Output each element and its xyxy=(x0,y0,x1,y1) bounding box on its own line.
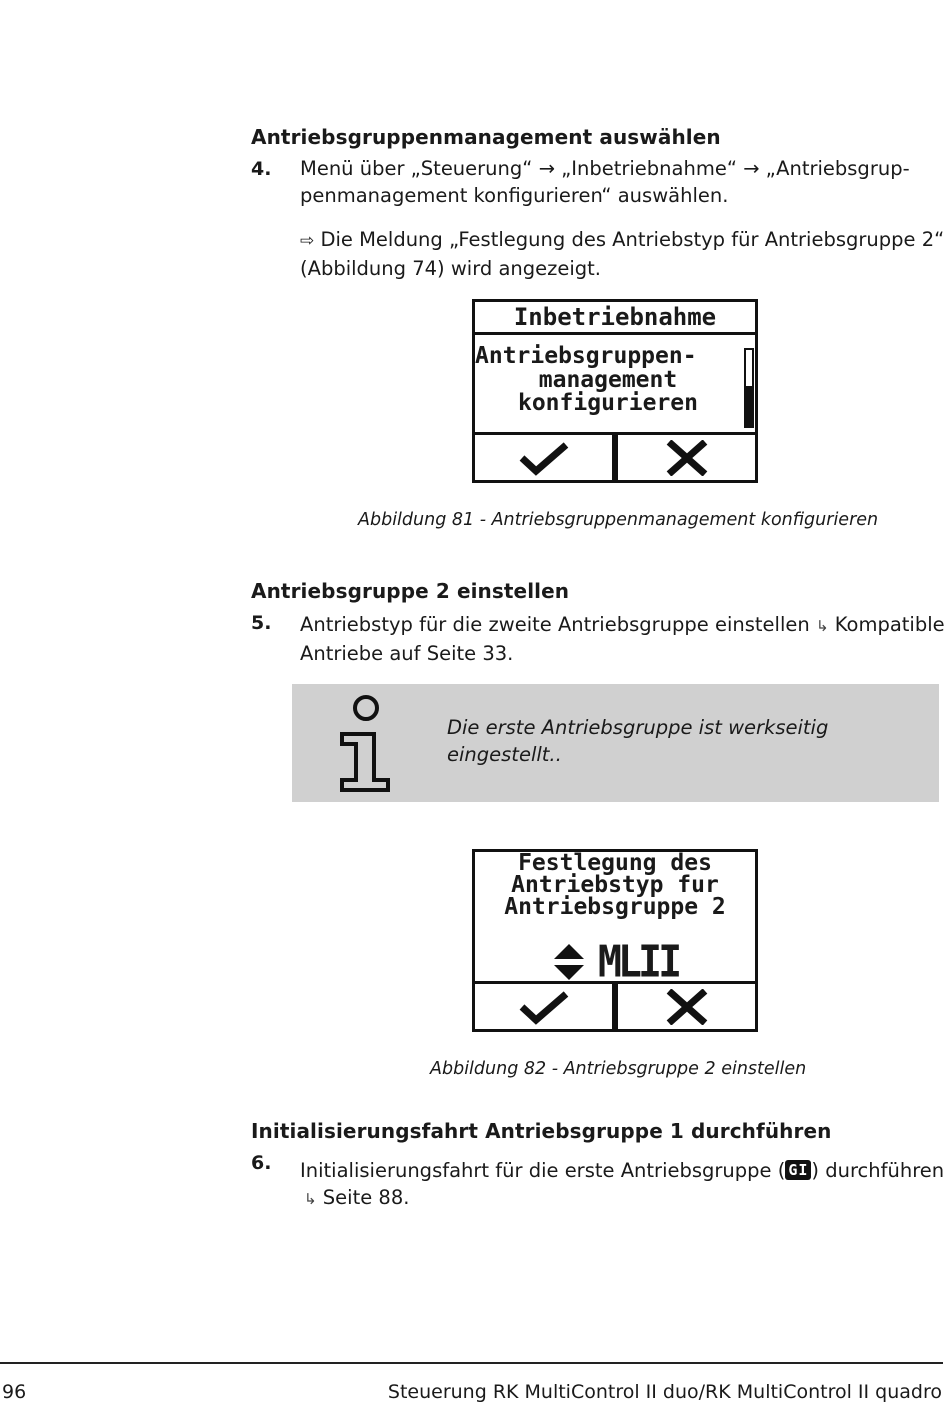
lcd-line-3: Antriebsgruppe 2 xyxy=(504,894,726,920)
section-heading-initialisierung: Initialisierungsfahrt Antriebsgruppe 1 durchführen xyxy=(251,1119,832,1143)
info-text xyxy=(447,714,828,768)
step-number-5: 5. xyxy=(251,612,272,634)
info-box xyxy=(292,684,939,802)
step-5-text xyxy=(300,611,945,667)
lcd-line-1: Festlegung des xyxy=(518,850,712,876)
info-line-1: Die erste Antriebsgruppe ist werkseitig xyxy=(447,716,829,739)
step-5-line-2[interactable]: Antriebe auf Seite 33. xyxy=(300,642,514,665)
lcd-line-3: konfigurieren xyxy=(517,390,698,416)
step-6-text-post: ) durchführen xyxy=(811,1159,945,1182)
lcd-button-bar xyxy=(475,432,755,480)
link-arrow-icon: ↳ xyxy=(815,617,829,635)
footer-title: Steuerung RK MultiControl II duo/RK MultiControl II quadro xyxy=(387,1381,942,1403)
footer-rule xyxy=(0,1362,943,1364)
step-6-line-1 xyxy=(300,1157,945,1184)
info-icon xyxy=(336,692,396,794)
step-4-result-line-1 xyxy=(300,226,945,255)
page-number: 96 xyxy=(2,1381,27,1403)
step-6-text xyxy=(300,1157,945,1213)
up-down-arrows-icon[interactable] xyxy=(552,942,586,982)
step-4-result xyxy=(300,226,945,282)
lcd-scrollbar-thumb xyxy=(746,386,752,426)
x-icon xyxy=(665,989,709,1025)
step-number-4: 4. xyxy=(251,158,272,180)
lcd-title-rule xyxy=(475,332,755,335)
section-heading-management: Antriebsgruppenmanagement auswählen xyxy=(251,125,721,149)
lcd-scrollbar[interactable] xyxy=(744,348,754,428)
lcd-line-2: Antriebstyp fur xyxy=(511,872,719,898)
check-icon xyxy=(518,989,570,1025)
confirm-button[interactable] xyxy=(475,435,615,480)
cancel-button[interactable] xyxy=(615,435,755,480)
lcd-line-2: management xyxy=(538,367,678,393)
link-seite-88[interactable]: Seite 88. xyxy=(322,1186,410,1209)
lcd-title: Inbetriebnahme xyxy=(513,303,717,331)
cancel-button[interactable] xyxy=(615,984,755,1029)
result-arrow-icon: ⇨ xyxy=(300,231,315,251)
lcd-screen-inbetriebnahme xyxy=(472,299,758,483)
gi-badge: GI xyxy=(785,1160,811,1180)
step-4-line-1: Menü über „Steuerung“ → „Inbetriebnahme“ → „Antriebsgrup- xyxy=(300,157,910,180)
x-icon xyxy=(665,440,709,476)
step-5-line-1-text: Antriebstyp für die zweite Antriebsgruppe einstellen xyxy=(300,613,810,636)
lcd-button-bar xyxy=(475,981,755,1029)
check-icon xyxy=(518,440,570,476)
lcd-screen-antriebstyp xyxy=(472,849,758,1032)
link-arrow-icon: ↳ xyxy=(304,1190,317,1208)
confirm-button[interactable] xyxy=(475,984,615,1029)
lcd-value-row[interactable] xyxy=(475,936,755,988)
step-6-text-pre: Initialisierungsfahrt für die erste Antriebsgruppe ( xyxy=(300,1159,786,1182)
lcd-line-1: Antriebsgruppen- xyxy=(475,343,697,369)
step-number-6: 6. xyxy=(251,1152,272,1174)
link-kompatible[interactable]: Kompatible xyxy=(834,613,945,636)
lcd-value: MLII xyxy=(597,936,679,988)
step-4-line-2: penmanagement konfigurieren“ auswählen. xyxy=(300,184,729,207)
figure-82-caption: Abbildung 82 - Antriebsgruppe 2 einstellen xyxy=(430,1059,807,1079)
section-heading-antriebsgruppe-2: Antriebsgruppe 2 einstellen xyxy=(251,579,570,603)
step-6-line-2 xyxy=(300,1184,945,1213)
result-text-1: Die Meldung „Festlegung des Antriebstyp für Antriebsgruppe 2“ xyxy=(320,228,945,251)
step-4-text xyxy=(300,155,940,209)
step-5-line-1 xyxy=(300,611,945,640)
figure-81-caption: Abbildung 81 - Antriebsgruppenmanagement konfigurieren xyxy=(358,510,879,530)
info-line-2: eingestellt.. xyxy=(447,743,562,766)
step-4-result-line-2: (Abbildung 74) wird angezeigt. xyxy=(300,257,602,280)
